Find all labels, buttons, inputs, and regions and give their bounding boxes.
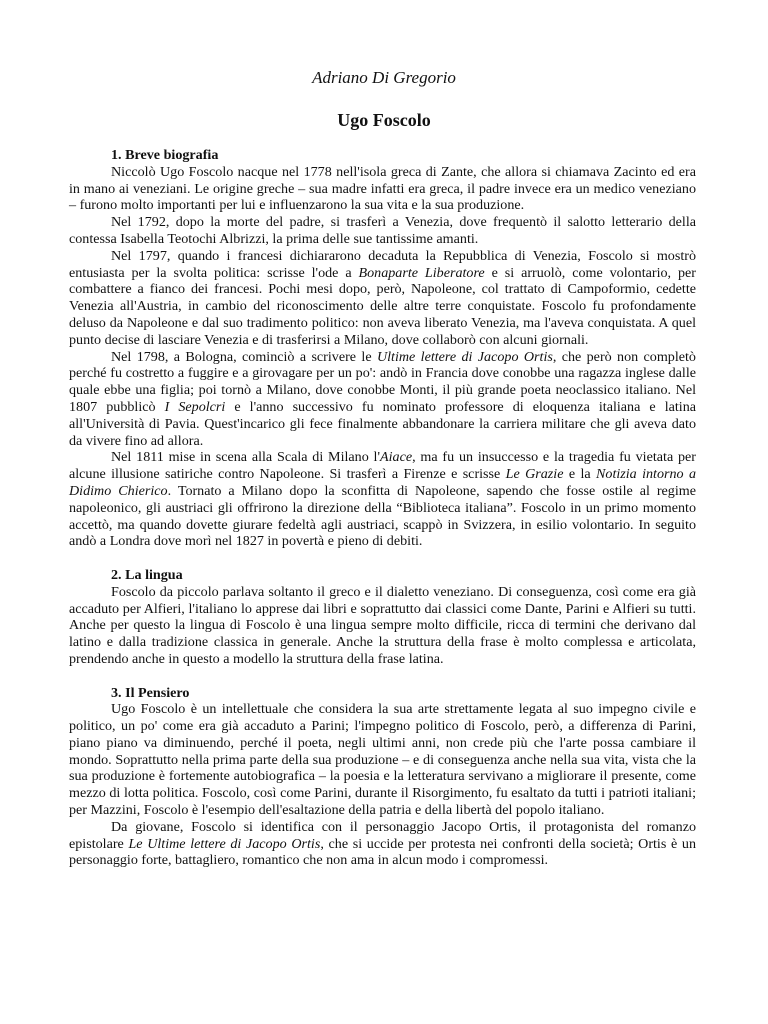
paragraph [69, 701, 696, 819]
italic-title-text: Notizia intorno a Didimo Chierico [69, 466, 697, 499]
text-run: , che però non completò perché fu costretto a fuggire e a girovagare per un po': andò in Francia dove conobbe una ragazza inglese dalle quale ebbe una figlia; poi tornò a Milano, dove conobbe Monti, il più grande poeta neoclassico italiano. Nel 1807 pubblicò [69, 348, 696, 415]
text-run: , ma fu un insuccesso e la tragedia fu vietata per alcune illusione satiriche contro Napoleone. Si trasferì a Firenze e scrisse [69, 449, 696, 483]
text-run: Niccolò Ugo Foscolo nacque nel 1778 nell'isola greca di Zante, che allora si chiamava Zacinto ed era in mano ai veneziani. Le origine greche – sua madre infatti era greca, il padre invece era un medico veneziano – furono molto importanti per lui e influenzarono la sua vita e la sua produzione. [69, 163, 696, 214]
italic-title-text: Le Grazie [505, 466, 564, 483]
text-run: , che si uccide per protesta nei confronti della società; Ortis è un personaggio forte, battagliero, romantico che non ama in alcun modo i compromessi. [69, 835, 697, 869]
document-title: Ugo Foscolo [337, 110, 431, 130]
italic-title-text: I Sepolcri [164, 398, 226, 415]
paragraph [69, 449, 696, 550]
text-run: Nel 1797, quando i francesi dichiararono decaduta la Repubblica di Venezia, Foscolo si mostrò entusiasta per la svolta politica: scrisse l'ode a [69, 247, 696, 281]
paragraph [69, 584, 696, 668]
italic-title-text: Ultime lettere di Jacopo Ortis [376, 348, 553, 365]
section-heading: 1. Breve biografia [111, 147, 219, 163]
text-run: e si arruolò, come volontario, per combattere a fianco dei francesi. Pochi mesi dopo, però, Napoleone, col trattato di Campoformio, cedette Venezia all'Austria, in cambio del riconoscimento delle altre terre conquistate. Foscolo fu profondamente deluso da Napoleone e dal suo tradimento politico: non aveva liberato Venezia, ma l'aveva conquistata. A quel punto decise di lasciare Venezia e di trasferirsi a Milano, dove collaborò con alcuni giornali. [69, 264, 696, 348]
paragraph [69, 214, 696, 248]
italic-title-text: Aiace [380, 449, 413, 466]
text-run: e la [563, 466, 596, 483]
section-heading: 3. Il Pensiero [111, 684, 190, 701]
author-name: Adriano Di Gregorio [312, 68, 456, 87]
document-body [69, 147, 696, 869]
text-run: Foscolo da piccolo parlava soltanto il greco e il dialetto veneziano. Di conseguenza, così come era già accaduto per Alfieri, l'italiano lo apprese dai libri e soprattutto dai classici come Dante, Parini e Alfieri su tutti. Anche per questo la lingua di Foscolo è una lingua sempre molto difficile, ricca di termini che derivano dal latino e dalla tradizione classica in generale. Anche la struttura della frase è molto complessa e articolata, prendendo anche in questo a modello la struttura della frase latina. [69, 583, 696, 667]
text-run: Ugo Foscolo è un intellettuale che considera la sua arte strettamente legata al suo impegno civile e politico, un po' come era già accaduto a Parini; l'impegno politico di Foscolo, però, a differenza di Parini, piano piano va diminuendo, perché il poeta, negli ultimi anni, non crede più che l'arte possa cambiare il mondo. Soprattutto nella prima parte della sua produzione – e di conseguenza anche nella sua vita, vista che la sua produzione è fortemente autobiografica – la poesia e la letteratura servivano a migliorare il presente, come mezzo di lotta politica. Foscolo, così come Parini, durante il Risorgimento, fu esaltato da tutti i patrioti italiani; per Mazzini, Foscolo è l'esempio dell'esaltazione della patria e della libertà del popolo italiano. [69, 701, 696, 819]
text-run: Nel 1798, a Bologna, cominciò a scrivere le [111, 348, 377, 365]
text-run: . Tornato a Milano dopo la sconfitta di Napoleone, sapendo che fosse ostile al regime napoleonico, gli austriaci gli offrirono la direzione della “Biblioteca italiana”. Foscolo in un primo momento accettò, ma quando dovette giurare fedeltà agli austriaci, scappò in Svizzera, in esilio volontario. In seguito andò a Londra dove morì nel 1827 in povertà e pieno di debiti. [69, 482, 696, 550]
paragraph [69, 349, 696, 450]
italic-title-text: Le Ultime lettere di Jacopo Ortis [128, 835, 321, 852]
text-run: e l'anno successivo fu nominato professore di eloquenza italiana e latina all'Università di Pavia. Quest'incarico gli fece finalmente abbandonare la carriera militare che gli aveva dato da vivere fino ad allora. [69, 398, 697, 449]
paragraph [69, 248, 696, 349]
text-run: Nel 1811 mise in scena alla Scala di Milano l' [111, 449, 381, 466]
section-spacer [69, 668, 696, 685]
section-spacer [69, 550, 696, 567]
paragraph [69, 819, 696, 869]
italic-title-text: Bonaparte Liberatore [358, 264, 485, 281]
section-heading: 2. La lingua [111, 566, 183, 583]
text-run: Da giovane, Foscolo si identifica con il personaggio Jacopo Ortis, il protagonista del romanzo epistolare [69, 818, 696, 852]
text-run: Nel 1792, dopo la morte del padre, si trasferì a Venezia, dove frequentò il salotto letterario della contessa Isabella Teotochi Albrizzi, la prima delle sue tantissime amanti. [69, 214, 696, 247]
paragraph [69, 164, 696, 214]
